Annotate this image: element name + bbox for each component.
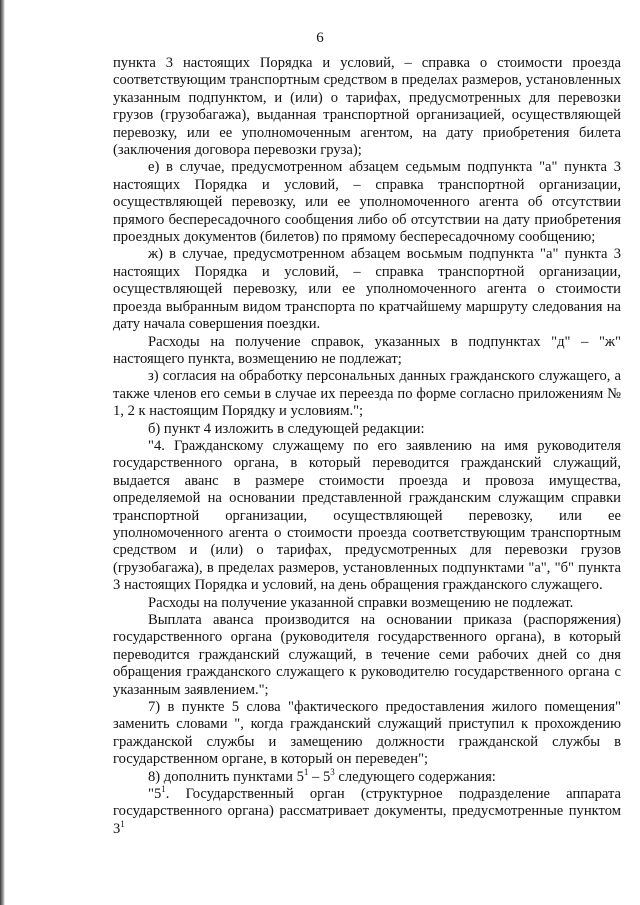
paragraph-item-zh: ж) в случае, предусмотренном абзацем восьмым подпункта "а" пункта 3 настоящих Порядка и условий, – справка транспортной организации, осуществляющей перевозку, или ее уполномоченного агента о стоимости проезда выбранным видом транспорта по кратчайшему маршруту следования на дату начала совершения поездки. [113,246,621,333]
document-body [113,55,621,838]
paragraph-item-z: з) согласия на обработку персональных данных гражданского служащего, а также членов его семьи в случае их переезда по форме согласно приложениям № 1, 2 к настоящим Порядку и условиям."; [113,368,621,420]
paragraph-expenses-note: Расходы на получение справок, указанных в подпунктах "д" – "ж" настоящего пункта, возмещению не подлежат; [113,333,621,367]
paragraph-item-b: б) пункт 4 изложить в следующей редакции: [148,420,425,437]
item-8-superscript-3: 3 [330,766,335,777]
paragraph-continuation: пункта 3 настоящих Порядка и условий, – справка о стоимости проезда соответствующим транспортным средством в пределах размеров, установленных указанным подпунктом, и (или) о тарифах, предусмотренных для перевозки грузов (грузобагажа), выданная транспортной организацией, осуществляющей перевозку, или ее уполномоченным агентом, на дату приобретения билета (заключения договора перевозки груза); [113,55,621,159]
item-8-superscript-1: 1 [303,766,309,777]
point-5-1-text-before: "5 [148,786,162,803]
item-8-text-before: 8) дополнить пунктами 5 [148,768,304,785]
paragraph-point-4: "4. Гражданскому служащему по его заявлению на имя руководителя государственного органа, в который переводится гражданский служащий, выдается аванс в размере стоимости проезда и провоза имущества, определяемой на основании представленной гражданским служащим справки транспортной организации, осуществляющей перевозку, или ее уполномоченного агента о стоимости проезда соответствующим транспортным средством и (или) о тарифах, предусмотренных для перевозки грузов (грузобагажа), в пределах размеров, установленных подпунктами "а", "б" пункта 3 настоящих Порядка и условий, на день обращения гражданского служащего. [113,437,621,594]
paragraph-expenses-reference: Расходы на получение указанной справки возмещению не подлежат. [148,594,574,611]
paragraph-advance-payment: Выплата аванса производится на основании приказа (распоряжения) государственного органа (руководителя государственного органа), в который переводится гражданский служащий, в течение семи рабочих дней со дня обращения гражданского служащего к руководителю государственного органа с указанным заявлением."; [113,612,621,698]
point-5-1-superscript: 1 [161,784,166,795]
point-3-1-superscript: 1 [120,818,125,829]
paragraph-item-8 [113,766,621,786]
scan-edge-shadow [0,0,5,905]
paragraph-point-5-1 [113,786,621,838]
paragraph-item-7: 7) в пункте 5 слова "фактического предоставления жилого помещения" заменить словами ", когда гражданский служащий приступил к прохождению гражданской службы и замещению должности гражданской службы в государственном органе, в который он переведен"; [113,699,621,768]
item-8-text-after: следующего содержания: [334,768,496,785]
page-number: 6 [316,30,324,46]
paragraph-item-e: е) в случае, предусмотренном абзацем седьмым подпункта "а" пункта 3 настоящих Порядка и условий, – справка транспортной организации, осуществляющей перевозку, или ее уполномоченного агента об отсутствии прямого беспересадочного сообщения либо об отсутствии на дату приобретения проездных документов (билетов) по прямому беспересадочному сообщению; [113,159,621,246]
item-8-text-mid: – 5 [308,768,331,785]
point-5-1-text-after: . Государственный орган (структурное подразделение аппарата государственного органа) рассматривает документы, предусмотренные пунктом 3 [113,786,621,837]
